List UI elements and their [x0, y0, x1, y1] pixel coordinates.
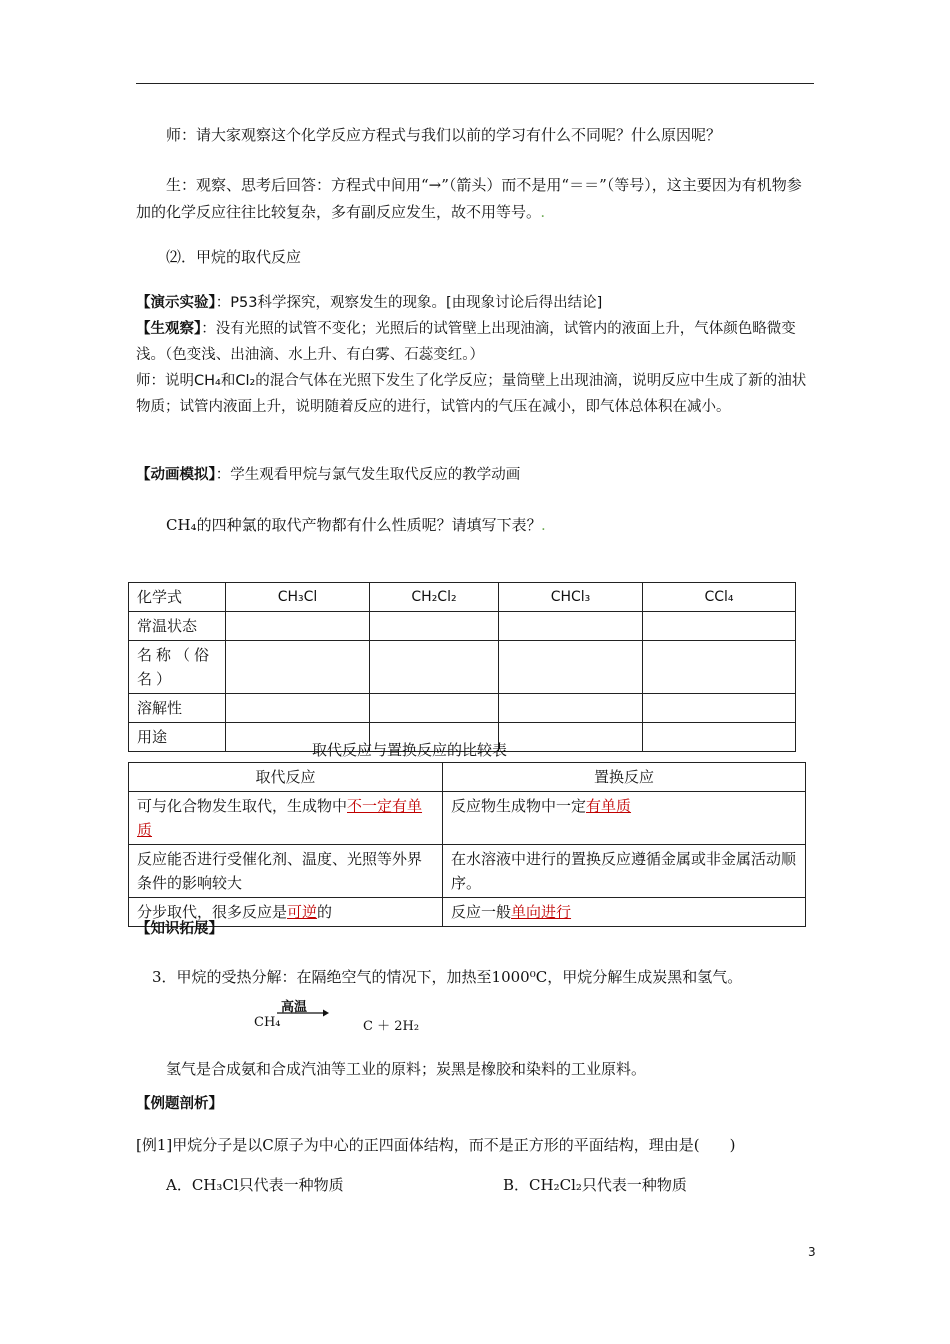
teacher-question: 师：请大家观察这个化学反应方程式与我们以前的学习有什么不同呢？什么原因呢？	[166, 126, 722, 144]
reaction-arrow-icon	[277, 1008, 329, 1018]
table2-cell: 反应物生成物中一定有单质	[443, 792, 806, 845]
table-cell	[370, 694, 499, 723]
table2-header-displacement: 置换反应	[443, 763, 806, 792]
demo-block	[136, 290, 814, 420]
option-a: A．CH₃Cl只代表一种物质	[166, 1176, 344, 1194]
table1-header-ch2cl2: CH₂Cl₂	[370, 583, 499, 612]
demo-experiment: 【演示实验】：P53科学探究，观察发生的现象。[由现象讨论后得出结论]	[136, 295, 603, 311]
uses-text: 氢气是合成氨和合成汽油等工业的原料；炭黑是橡胶和染料的工业原料。	[166, 1060, 647, 1078]
table1-row-label: 常温状态	[129, 612, 226, 641]
properties-table	[128, 582, 796, 752]
table1-header-chcl3: CHCl₃	[499, 583, 643, 612]
table1-row-label: 溶解性	[129, 694, 226, 723]
example-heading: 【例题剖析】	[136, 1096, 223, 1112]
table2-cell: 在水溶液中进行的置换反应遵循金属或非金属活动顺序。	[443, 845, 806, 898]
student-answer: 生：观察、思考后回答：方程式中间用“→”（箭头）而不是用“＝＝”（等号），这主要因为有机物参加的化学反应往往比较复杂，多有副反应发生，故不用等号。.	[136, 176, 802, 221]
table2-cell: 可与化合物发生取代，生成物中不一定有单质	[129, 792, 443, 845]
table-cell	[643, 612, 796, 641]
decomposition-text: 3．甲烷的受热分解：在隔绝空气的情况下，加热至1000⁰C，甲烷分解生成炭黑和氢气。	[152, 968, 743, 986]
table-cell	[226, 694, 370, 723]
table2-cell: 反应能否进行受催化剂、温度、光照等外界条件的影响较大	[129, 845, 443, 898]
teacher-explanation: 师：说明CH₄和Cl₂的混合气体在光照下发生了化学反应；量筒壁上出现油滴，说明反应中生成了新的油状物质；试管内液面上升，说明随着反应的进行，试管内的气压在减小，即气体总体积在减小。	[136, 373, 807, 415]
table-cell	[370, 641, 499, 694]
header-rule	[136, 83, 814, 84]
page-number: 3	[808, 1245, 816, 1259]
table-cell	[499, 641, 643, 694]
example-question: [例1]甲烷分子是以C原子为中心的正四面体结构，而不是正方形的平面结构，理由是( )	[136, 1136, 736, 1154]
section-heading: ⑵．甲烷的取代反应	[166, 248, 302, 266]
table-cell	[643, 723, 796, 752]
equation-left: CH₄	[254, 1015, 281, 1030]
table-cell	[226, 612, 370, 641]
table1-header-formula: 化学式	[129, 583, 226, 612]
ch4-question: CH₄的四种氯的取代产物都有什么性质呢？请填写下表？.	[166, 516, 546, 534]
table2-cell: 反应一般单向进行	[443, 898, 806, 927]
equation-right: C ＋ 2H₂	[363, 1019, 420, 1034]
animation-line: 【动画模拟】：学生观看甲烷与氯气发生取代反应的教学动画	[136, 467, 521, 483]
table2-header-substitution: 取代反应	[129, 763, 443, 792]
table-cell	[226, 641, 370, 694]
table-cell	[643, 694, 796, 723]
table2-cell: 分步取代，很多反应是可逆的	[129, 898, 443, 927]
table1-row-label: 用途	[129, 723, 226, 752]
table1-header-ccl4: CCl₄	[643, 583, 796, 612]
comparison-table	[128, 762, 806, 927]
table1-header-ch3cl: CH₃Cl	[226, 583, 370, 612]
knowledge-extension: 【知识拓展】	[136, 921, 223, 937]
table-cell	[499, 612, 643, 641]
table-cell	[499, 723, 643, 752]
table-cell	[370, 612, 499, 641]
table2-caption: 取代反应与置换反应的比较表	[312, 741, 508, 759]
student-observation: 【生观察】：没有光照的试管不变化；光照后的试管壁上出现油滴，试管内的液面上升，气体颜色略微变浅。（色变浅、出油滴、水上升、有白雾、石蕊变红。）	[136, 321, 796, 363]
equation-condition: 高温	[281, 1000, 308, 1015]
table-cell	[499, 694, 643, 723]
table-cell	[643, 641, 796, 694]
table1-row-label: 名称（俗名）	[129, 641, 226, 694]
option-b: B．CH₂Cl₂只代表一种物质	[503, 1176, 687, 1194]
